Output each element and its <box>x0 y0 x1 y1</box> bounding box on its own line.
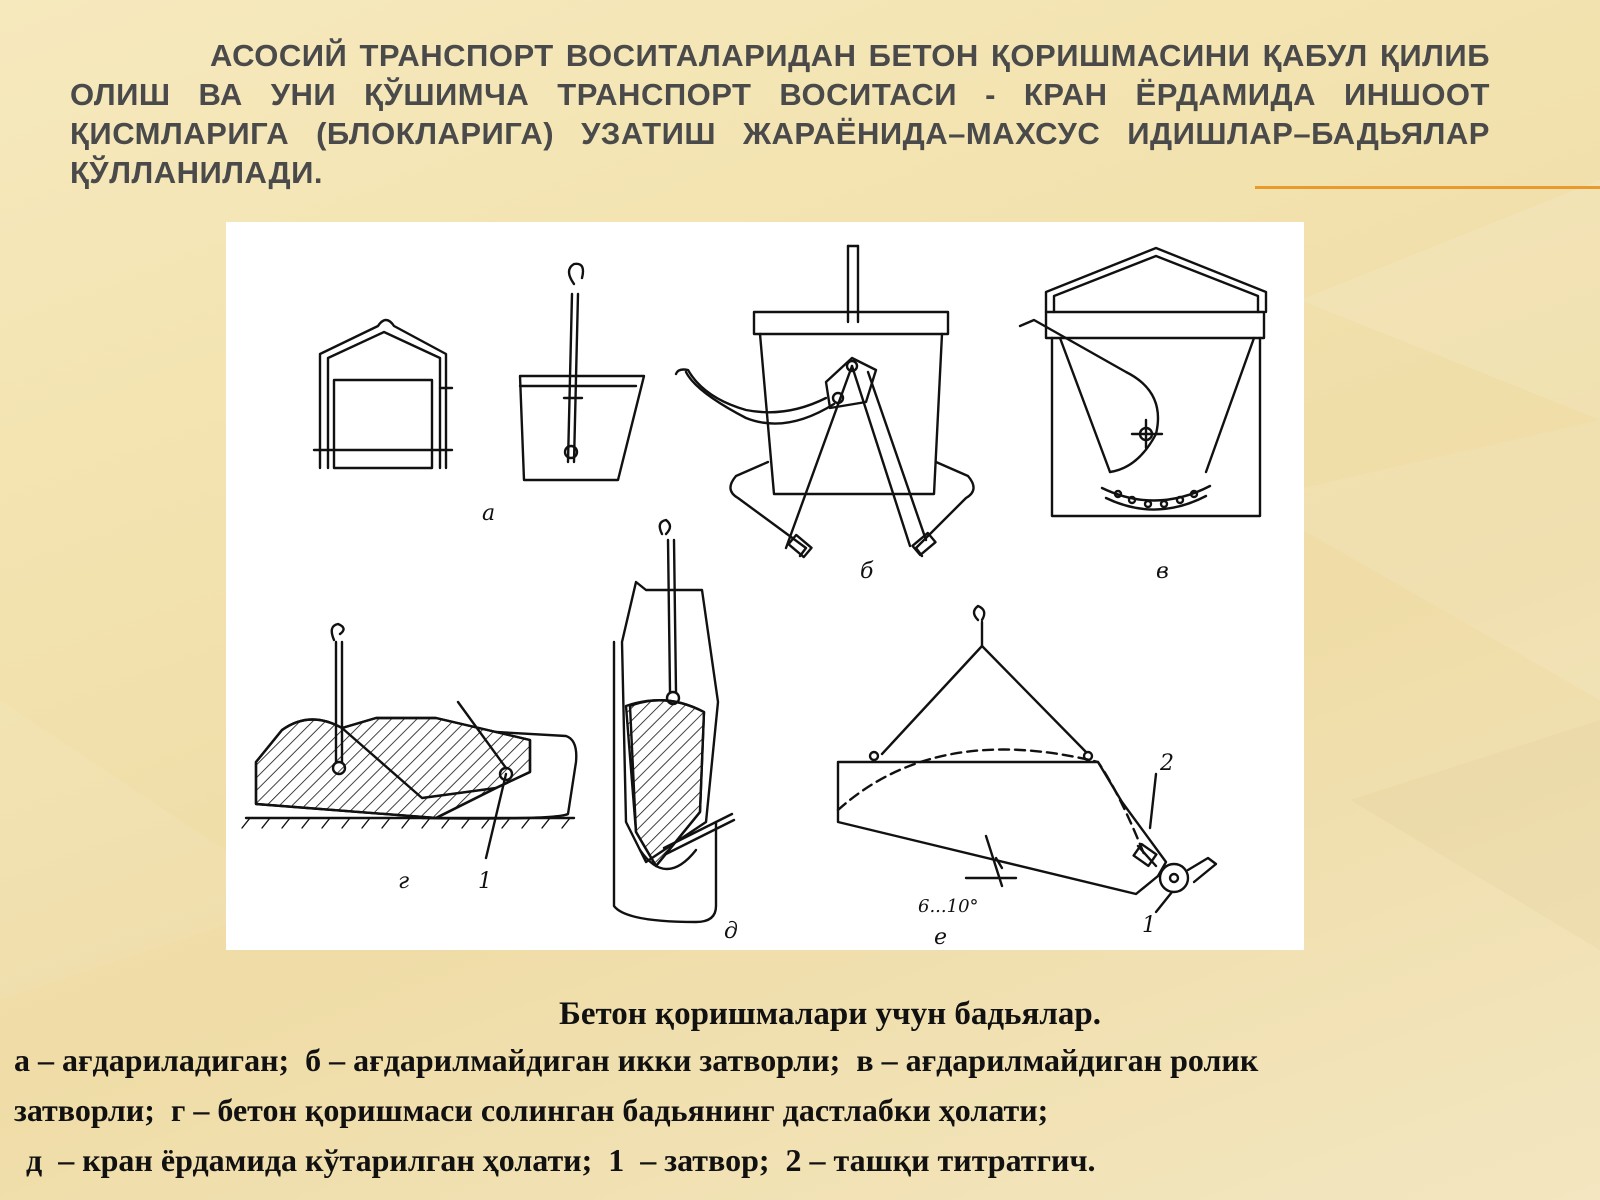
bucket-diagram <box>226 222 1304 950</box>
label-angle: 6...10° <box>918 896 979 917</box>
bucket-b-two-gate <box>676 246 974 557</box>
caption-line-3: д – кран ёрдамида кўтарилган ҳолати; 1 – затвор; 2 – ташқи титратгич. <box>18 1142 1096 1178</box>
label-part-1-g: 1 <box>478 869 492 894</box>
label-e: е <box>934 925 948 950</box>
caption-line-2: затворли; г – бетон қоришмаси солинган бадьянинг дастлабки ҳолати; <box>14 1092 1049 1128</box>
label-g: г <box>398 869 410 894</box>
bucket-v-roller-gate <box>1020 248 1266 516</box>
caption-line-1: а – ағдариладиган; б – ағдарилмайдиган икки затворли; в – ағдарилмайдиган ролик <box>14 1042 1259 1078</box>
label-v: в <box>1156 559 1169 584</box>
label-part-1-e: 1 <box>1142 913 1156 938</box>
label-part-2-e: 2 <box>1160 751 1174 776</box>
label-a: а <box>482 501 496 526</box>
caption-title: Бетон қоришмалари учун бадьялар. <box>559 996 1101 1032</box>
label-b: б <box>860 559 874 584</box>
bucket-g-initial-position <box>242 624 576 858</box>
slide-title: АСОСИЙ ТРАНСПОРТ ВОСИТАЛАРИДАН БЕТОН ҚОРИШМАСИНИ ҚАБУЛ ҚИЛИБ ОЛИШ ВА УНИ ҚЎШИМЧА ТРАНСПОРТ ВОСИТАСИ - КРАН ЁРДАМИДА ИНШООТ ҚИСМЛАРИГА (БЛОКЛАРИГА) УЗАТИШ ЖАРАЁНИДА–МАХСУС ИДИШЛАР–БАДЬЯЛАР ҚЎЛЛАНИЛАДИ. <box>70 38 1490 190</box>
label-d: д <box>724 919 738 944</box>
bucket-a-tipping <box>314 264 644 480</box>
bucket-d-lifted <box>614 520 734 922</box>
